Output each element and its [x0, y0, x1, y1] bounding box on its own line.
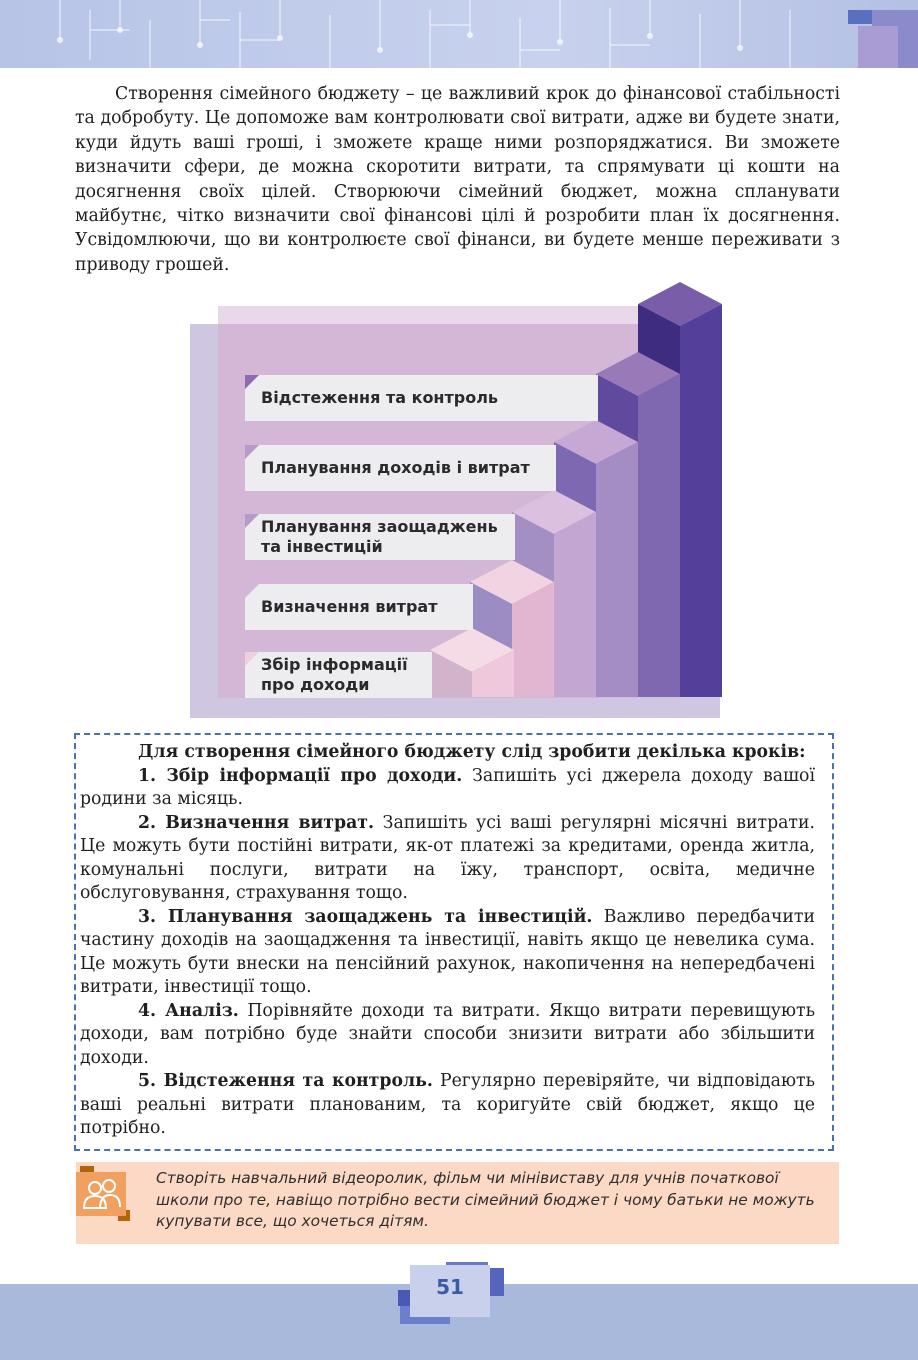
- group-people-icon: [76, 1166, 131, 1221]
- step-item: [80, 812, 815, 906]
- step-text: Регулярно перевіряйте, чи відповідають ваші реальні витрати планованим, та коригуйте свій бюджет, якщо це потрібно.: [80, 1071, 815, 1138]
- step-label-tracking: Відстеження та контроль: [245, 375, 598, 421]
- step-label-planning-income: Планування доходів і витрат: [245, 445, 556, 491]
- steps-intro: Для створення сімейного бюджету слід зробити декілька кроків:: [138, 742, 806, 762]
- corner-triangle-icon: [245, 652, 259, 666]
- step-text: Запишіть усі ваші регулярні місячні витрати. Це можуть бути постійні витрати, як-от платежі за кредитами, оренда житла, комунальні послуги, витрати на їжу, транспорт, освіта, медичне обслуговування, страхування тощо.: [80, 812, 816, 903]
- step-title: 4. Аналіз.: [138, 1000, 239, 1021]
- intro-paragraph: Створення сімейного бюджету – це важливий крок до фінансової стабільності та добробуту. Це допоможе вам контролювати свої витрати, адже ви будете знати, куди йдуть ваші гроші, і зможете краще ними розпоряджатися. Ви зможете визначити сфери, де можна скоротити витрати, та спрямувати ці кошти на досягнення своїх цілей. Створюючи сімейний бюджет, можна спланувати майбутнє, чітко визначити свої фінансові цілі й розробити план їх досягнення. Усвідомлюючи, що ви контролюєте свої фінанси, ви будете менше переживати з приводу грошей.: [75, 84, 840, 275]
- header-square-decoration: [848, 10, 872, 24]
- steps-list: [80, 741, 815, 1141]
- circuit-pattern-decoration: [0, 0, 918, 68]
- header-square-decoration: [858, 26, 898, 68]
- step-title: 2. Визначення витрат.: [138, 812, 374, 833]
- page-header-band: [0, 0, 918, 68]
- step-item: [80, 765, 815, 812]
- step-text: Важливо передбачити частину доходів на заощадження та інвестиції, навіть якщо це невелика сума. Це можуть бути внески на пенсійний рахунок, накопичення на непередбачені витрати, інвестиції тощо.: [80, 906, 815, 997]
- task-text: Створіть навчальний відеоролик, фільм чи мінівиставу для учнів початкової школи про те, навіщо потрібно вести сімейний бюджет і чому батьки не можуть купувати все, що хочеться дітям.: [156, 1169, 815, 1230]
- step-text: Запишіть усі джерела доходу вашої родини за місяць.: [80, 765, 815, 809]
- corner-triangle-icon: [245, 584, 259, 598]
- corner-triangle-icon: [245, 445, 259, 459]
- step-item: [80, 1070, 815, 1141]
- step-title: 5. Відстеження та контроль.: [138, 1071, 433, 1091]
- step-title: 3. Планування заощаджень та інвестицій.: [138, 906, 593, 927]
- step-item: [80, 1000, 815, 1071]
- step-label-savings: Планування заощаджень та інвестицій: [245, 514, 515, 560]
- corner-triangle-icon: [245, 514, 259, 528]
- corner-triangle-icon: [245, 375, 259, 389]
- step-title: 1. Збір інформації про доходи.: [138, 765, 463, 786]
- page-number: 51: [436, 1275, 464, 1299]
- step-item: [80, 906, 815, 1000]
- step-label-income-info: Збір інформації про доходи: [245, 652, 432, 698]
- step-text: Порівняйте доходи та витрати. Якщо витрати перевищують доходи, вам потрібно буде знайти способи знизити витрати або збільшити доходи.: [80, 1000, 815, 1068]
- budget-steps-infographic: [190, 282, 725, 718]
- step-label-expenses: Визначення витрат: [245, 584, 473, 630]
